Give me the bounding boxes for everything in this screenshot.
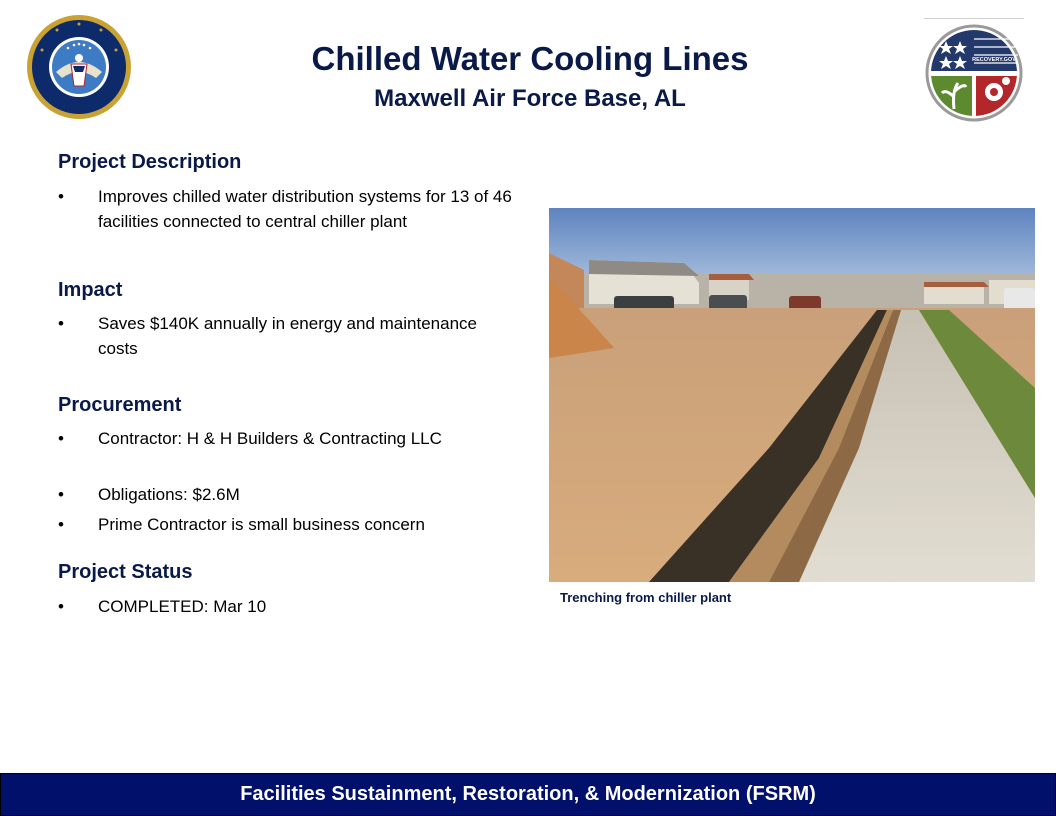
- section-heading-procurement: Procurement: [58, 394, 182, 416]
- bullet-symbol: •: [58, 314, 64, 333]
- bullet-symbol: •: [58, 515, 64, 534]
- section-heading-description: Project Description: [58, 151, 242, 173]
- bullet-item: [58, 184, 518, 234]
- bullet-text: Obligations: $2.6M: [98, 485, 240, 504]
- bullet-item: [58, 482, 518, 507]
- page-subtitle: Maxwell Air Force Base, AL: [374, 85, 686, 112]
- trench-photo: [549, 208, 1035, 582]
- photo-caption: Trenching from chiller plant: [560, 590, 732, 605]
- dod-seal-icon: [26, 14, 132, 120]
- bullet-text: Contractor: H & H Builders & Contracting LLC: [98, 429, 442, 448]
- bullet-text: Improves chilled water distribution systems for 13 of 46 facilities connected to central chiller plant: [98, 187, 512, 231]
- page-title: Chilled Water Cooling Lines: [311, 40, 749, 77]
- footer-banner: [0, 773, 1056, 816]
- bullet-text: Prime Contractor is small business concern: [98, 515, 425, 534]
- bullet-item: [58, 311, 518, 361]
- bullet-text: COMPLETED: Mar 10: [98, 597, 267, 616]
- bullet-symbol: •: [58, 429, 64, 448]
- bullet-item: [58, 512, 518, 537]
- bullet-item: [58, 594, 518, 619]
- bullet-symbol: •: [58, 187, 64, 206]
- recovery-gov-logo-icon: [924, 18, 1024, 123]
- bullet-item: [58, 426, 518, 451]
- section-heading-status: Project Status: [58, 561, 193, 583]
- recovery-logo-text: RECOVERY.GOV: [972, 57, 1016, 63]
- footer-text: Facilities Sustainment, Restoration, & Modernization (FSRM): [240, 783, 816, 805]
- bullet-text: Saves $140K annually in energy and maintenance costs: [98, 314, 477, 358]
- bullet-symbol: •: [58, 485, 64, 504]
- section-heading-impact: Impact: [58, 279, 123, 301]
- bullet-symbol: •: [58, 597, 64, 616]
